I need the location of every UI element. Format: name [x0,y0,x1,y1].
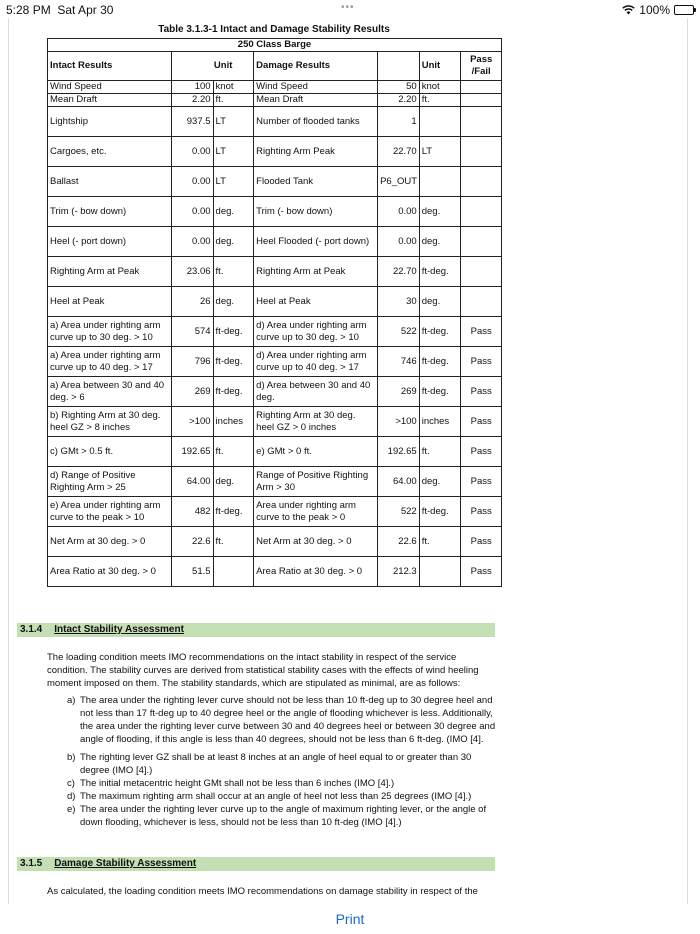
table-row [48,94,502,107]
cell-damage-value: 2.20 [378,94,420,107]
document-viewer[interactable] [8,18,688,904]
cell-damage-value: 0.00 [378,197,420,227]
cell-damage-criterion: Wind Speed [254,81,378,94]
cell-damage-criterion: d) Area between 30 and 40 deg. [254,377,378,407]
table-row [48,347,502,377]
cell-pass-fail: Pass [461,557,502,587]
table-row [48,137,502,167]
cell-damage-unit: deg. [419,287,461,317]
cell-intact-unit: ft. [213,437,254,467]
status-time-date [6,3,113,17]
paragraph-intro-3-1-5: As calculated, the loading condition meets IMO recommendations on damage stability in respect of the [47,886,478,897]
cell-intact-unit: inches [213,407,254,437]
cell-damage-unit: LT [419,137,461,167]
cell-intact-criterion: e) Area under righting arm curve to the peak > 10 [48,497,172,527]
cell-intact-value: 26 [171,287,213,317]
cell-intact-value: 0.00 [171,227,213,257]
battery-icon [674,5,694,15]
cell-damage-criterion: Trim (- bow down) [254,197,378,227]
cell-pass-fail [461,137,502,167]
cell-damage-value: 1 [378,107,420,137]
header-damage-results: Damage Results [254,52,378,81]
cell-damage-value: P6_OUT [378,167,420,197]
section-number: 3.1.4 [20,624,43,635]
section-title: Intact Stability Assessment [54,624,184,635]
cell-intact-unit [213,557,254,587]
cell-intact-value: 23.06 [171,257,213,287]
cell-damage-unit: inches [419,407,461,437]
cell-pass-fail: Pass [461,527,502,557]
cell-pass-fail: Pass [461,347,502,377]
cell-pass-fail: Pass [461,497,502,527]
table-row [48,407,502,437]
cell-intact-value: 796 [171,347,213,377]
cell-damage-criterion: Righting Arm at 30 deg. heel GZ > 0 inches [254,407,378,437]
cell-intact-unit: LT [213,137,254,167]
cell-damage-unit: knot [419,81,461,94]
cell-damage-unit [419,167,461,197]
header-intact-results: Intact Results [48,52,172,81]
section-number: 3.1.5 [20,858,43,869]
criteria-list [67,694,497,829]
table-row [48,467,502,497]
cell-intact-criterion: Wind Speed [48,81,172,94]
cell-intact-value: 22.6 [171,527,213,557]
cell-intact-unit: deg. [213,287,254,317]
cell-intact-unit: ft. [213,257,254,287]
print-button[interactable]: Print [335,911,365,927]
table-row [48,377,502,407]
wifi-icon [622,5,635,15]
cell-intact-unit: ft-deg. [213,497,254,527]
cell-damage-value: 522 [378,317,420,347]
header-pass-fail: Pass /Fail [461,52,502,81]
cell-intact-unit: knot [213,81,254,94]
cell-intact-criterion: Mean Draft [48,94,172,107]
cell-damage-criterion: Flooded Tank [254,167,378,197]
cell-damage-value: 22.70 [378,137,420,167]
cell-damage-unit: ft-deg. [419,257,461,287]
table-row [48,497,502,527]
cell-intact-criterion: a) Area under righting arm curve up to 40 deg. > 17 [48,347,172,377]
cell-intact-criterion: Ballast [48,167,172,197]
cell-intact-unit: ft-deg. [213,377,254,407]
cell-intact-criterion: Heel at Peak [48,287,172,317]
cell-damage-value: 64.00 [378,467,420,497]
cell-pass-fail [461,197,502,227]
cell-pass-fail [461,81,502,94]
status-bar [0,0,700,20]
stability-results-table [47,38,502,587]
cell-intact-criterion: Area Ratio at 30 deg. > 0 [48,557,172,587]
cell-pass-fail [461,257,502,287]
cell-damage-value: 22.70 [378,257,420,287]
status-indicators [622,3,694,17]
cell-intact-unit: ft. [213,527,254,557]
status-time: 5:28 PM [6,3,51,17]
cell-pass-fail [461,167,502,197]
cell-intact-unit: ft-deg. [213,347,254,377]
cell-damage-value: 50 [378,81,420,94]
cell-intact-value: 574 [171,317,213,347]
cell-pass-fail: Pass [461,407,502,437]
table-row [48,257,502,287]
table-row [48,81,502,94]
cell-damage-criterion: e) GMt > 0 ft. [254,437,378,467]
list-item: d) The maximum righting arm shall occur at an angle of heel not less than 25 degrees (IMO [4].) [67,791,472,802]
cell-intact-value: 482 [171,497,213,527]
cell-damage-criterion: Range of Positive Righting Arm > 30 [254,467,378,497]
bottom-toolbar [0,904,700,934]
header-unit: Unit [419,52,461,81]
table-row [48,527,502,557]
cell-damage-criterion: Righting Arm at Peak [254,257,378,287]
cell-pass-fail: Pass [461,317,502,347]
cell-intact-value: 192.65 [171,437,213,467]
cell-damage-unit: ft. [419,437,461,467]
cell-intact-value: 0.00 [171,167,213,197]
cell-damage-unit: deg. [419,197,461,227]
table-row [48,557,502,587]
cell-damage-unit [419,107,461,137]
cell-damage-value: >100 [378,407,420,437]
cell-intact-criterion: Cargoes, etc. [48,137,172,167]
table-row [48,227,502,257]
cell-damage-value: 212.3 [378,557,420,587]
list-item: e) The area under the righting lever curve up to the angle of maximum righting lever, or the angle of down flooding, whichever is less, should not be less than 10 ft-deg (IMO [4].) [67,804,487,828]
cell-intact-criterion: b) Righting Arm at 30 deg. heel GZ > 8 inches [48,407,172,437]
cell-intact-unit: deg. [213,197,254,227]
cell-intact-value: >100 [171,407,213,437]
cell-intact-value: 51.5 [171,557,213,587]
cell-intact-value: 0.00 [171,197,213,227]
cell-pass-fail: Pass [461,437,502,467]
cell-damage-unit [419,557,461,587]
battery-percent: 100% [639,3,670,17]
cell-intact-criterion: c) GMt > 0.5 ft. [48,437,172,467]
cell-intact-value: 2.20 [171,94,213,107]
table-row [48,107,502,137]
table-row [48,317,502,347]
list-item: a) The area under the righting lever curve should not be less than 10 ft-deg up to 30 degree heel and not less than 17 ft-deg up to 40 degree heel or the angle of flooding whichever is less. Additionally, the area under the righting lever curve between 30 and 40 degrees heel or between 30 degree and angle of flooding, if this angle is less than 40 degrees, should not be less than 6 ft-deg. (IMO [4]. [67,695,496,745]
cell-damage-criterion: Mean Draft [254,94,378,107]
cell-damage-unit: ft. [419,94,461,107]
section-title: Damage Stability Assessment [54,858,197,869]
table-row [48,167,502,197]
cell-intact-value: 269 [171,377,213,407]
header-unit: Unit [171,52,253,81]
cell-intact-criterion: d) Range of Positive Righting Arm > 25 [48,467,172,497]
cell-intact-unit: deg. [213,227,254,257]
cell-damage-unit: ft. [419,527,461,557]
cell-damage-value: 30 [378,287,420,317]
cell-intact-criterion: Lightship [48,107,172,137]
table-title: Table 3.1.3-1 Intact and Damage Stability Results [158,24,390,35]
cell-intact-value: 100 [171,81,213,94]
cell-damage-unit: deg. [419,467,461,497]
cell-intact-unit: LT [213,107,254,137]
table-row [48,197,502,227]
cell-pass-fail [461,94,502,107]
cell-intact-unit: LT [213,167,254,197]
cell-damage-unit: ft-deg. [419,377,461,407]
cell-damage-unit: ft-deg. [419,317,461,347]
cell-intact-unit: deg. [213,467,254,497]
cell-damage-criterion: Heel Flooded (- port down) [254,227,378,257]
cell-intact-unit: ft. [213,94,254,107]
cell-damage-criterion: Area Ratio at 30 deg. > 0 [254,557,378,587]
cell-pass-fail [461,107,502,137]
cell-pass-fail [461,287,502,317]
table-row [48,437,502,467]
section-heading-3-1-4 [17,623,495,637]
cell-damage-criterion: Net Arm at 30 deg. > 0 [254,527,378,557]
cell-intact-criterion: Heel (- port down) [48,227,172,257]
cell-intact-criterion: a) Area between 30 and 40 deg. > 6 [48,377,172,407]
cell-damage-value: 192.65 [378,437,420,467]
table-row [48,287,502,317]
cell-intact-criterion: Net Arm at 30 deg. > 0 [48,527,172,557]
cell-pass-fail: Pass [461,377,502,407]
cell-damage-criterion: Righting Arm Peak [254,137,378,167]
cell-intact-value: 0.00 [171,137,213,167]
cell-damage-criterion: d) Area under righting arm curve up to 30 deg. > 10 [254,317,378,347]
cell-intact-value: 937.5 [171,107,213,137]
cell-damage-criterion: Number of flooded tanks [254,107,378,137]
cell-damage-criterion: Area under righting arm curve to the peak > 0 [254,497,378,527]
list-item: c) The initial metacentric height GMt shall not be less than 6 inches (IMO [4].) [67,778,395,789]
multitasking-dots-icon[interactable]: ••• [341,2,355,13]
cell-damage-criterion: d) Area under righting arm curve up to 40 deg. > 17 [254,347,378,377]
table-subtitle: 250 Class Barge [48,39,502,52]
list-item: b) The righting lever GZ shall be at least 8 inches at an angle of heel equal to or greater than 30 degree (IMO [4].) [67,752,472,776]
cell-intact-criterion: Trim (- bow down) [48,197,172,227]
cell-damage-value: 0.00 [378,227,420,257]
cell-damage-unit: ft-deg. [419,497,461,527]
cell-damage-unit: ft-deg. [419,347,461,377]
cell-damage-unit: deg. [419,227,461,257]
cell-pass-fail: Pass [461,467,502,497]
cell-damage-value: 522 [378,497,420,527]
status-date: Sat Apr 30 [57,3,114,17]
cell-intact-unit: ft-deg. [213,317,254,347]
cell-damage-value: 746 [378,347,420,377]
cell-damage-value: 22.6 [378,527,420,557]
cell-damage-criterion: Heel at Peak [254,287,378,317]
cell-intact-criterion: Righting Arm at Peak [48,257,172,287]
paragraph-intro-3-1-4: The loading condition meets IMO recommendations on the intact stability in respect of the service condition. The stability curves are derived from statistical stability cases with the effects of wind heeling moment imposed on them. The stability standards, which are stipulated as minimal, are as follows: [47,652,479,689]
cell-pass-fail [461,227,502,257]
cell-intact-criterion: a) Area under righting arm curve up to 30 deg. > 10 [48,317,172,347]
cell-intact-value: 64.00 [171,467,213,497]
cell-damage-value: 269 [378,377,420,407]
section-heading-3-1-5 [17,857,495,871]
